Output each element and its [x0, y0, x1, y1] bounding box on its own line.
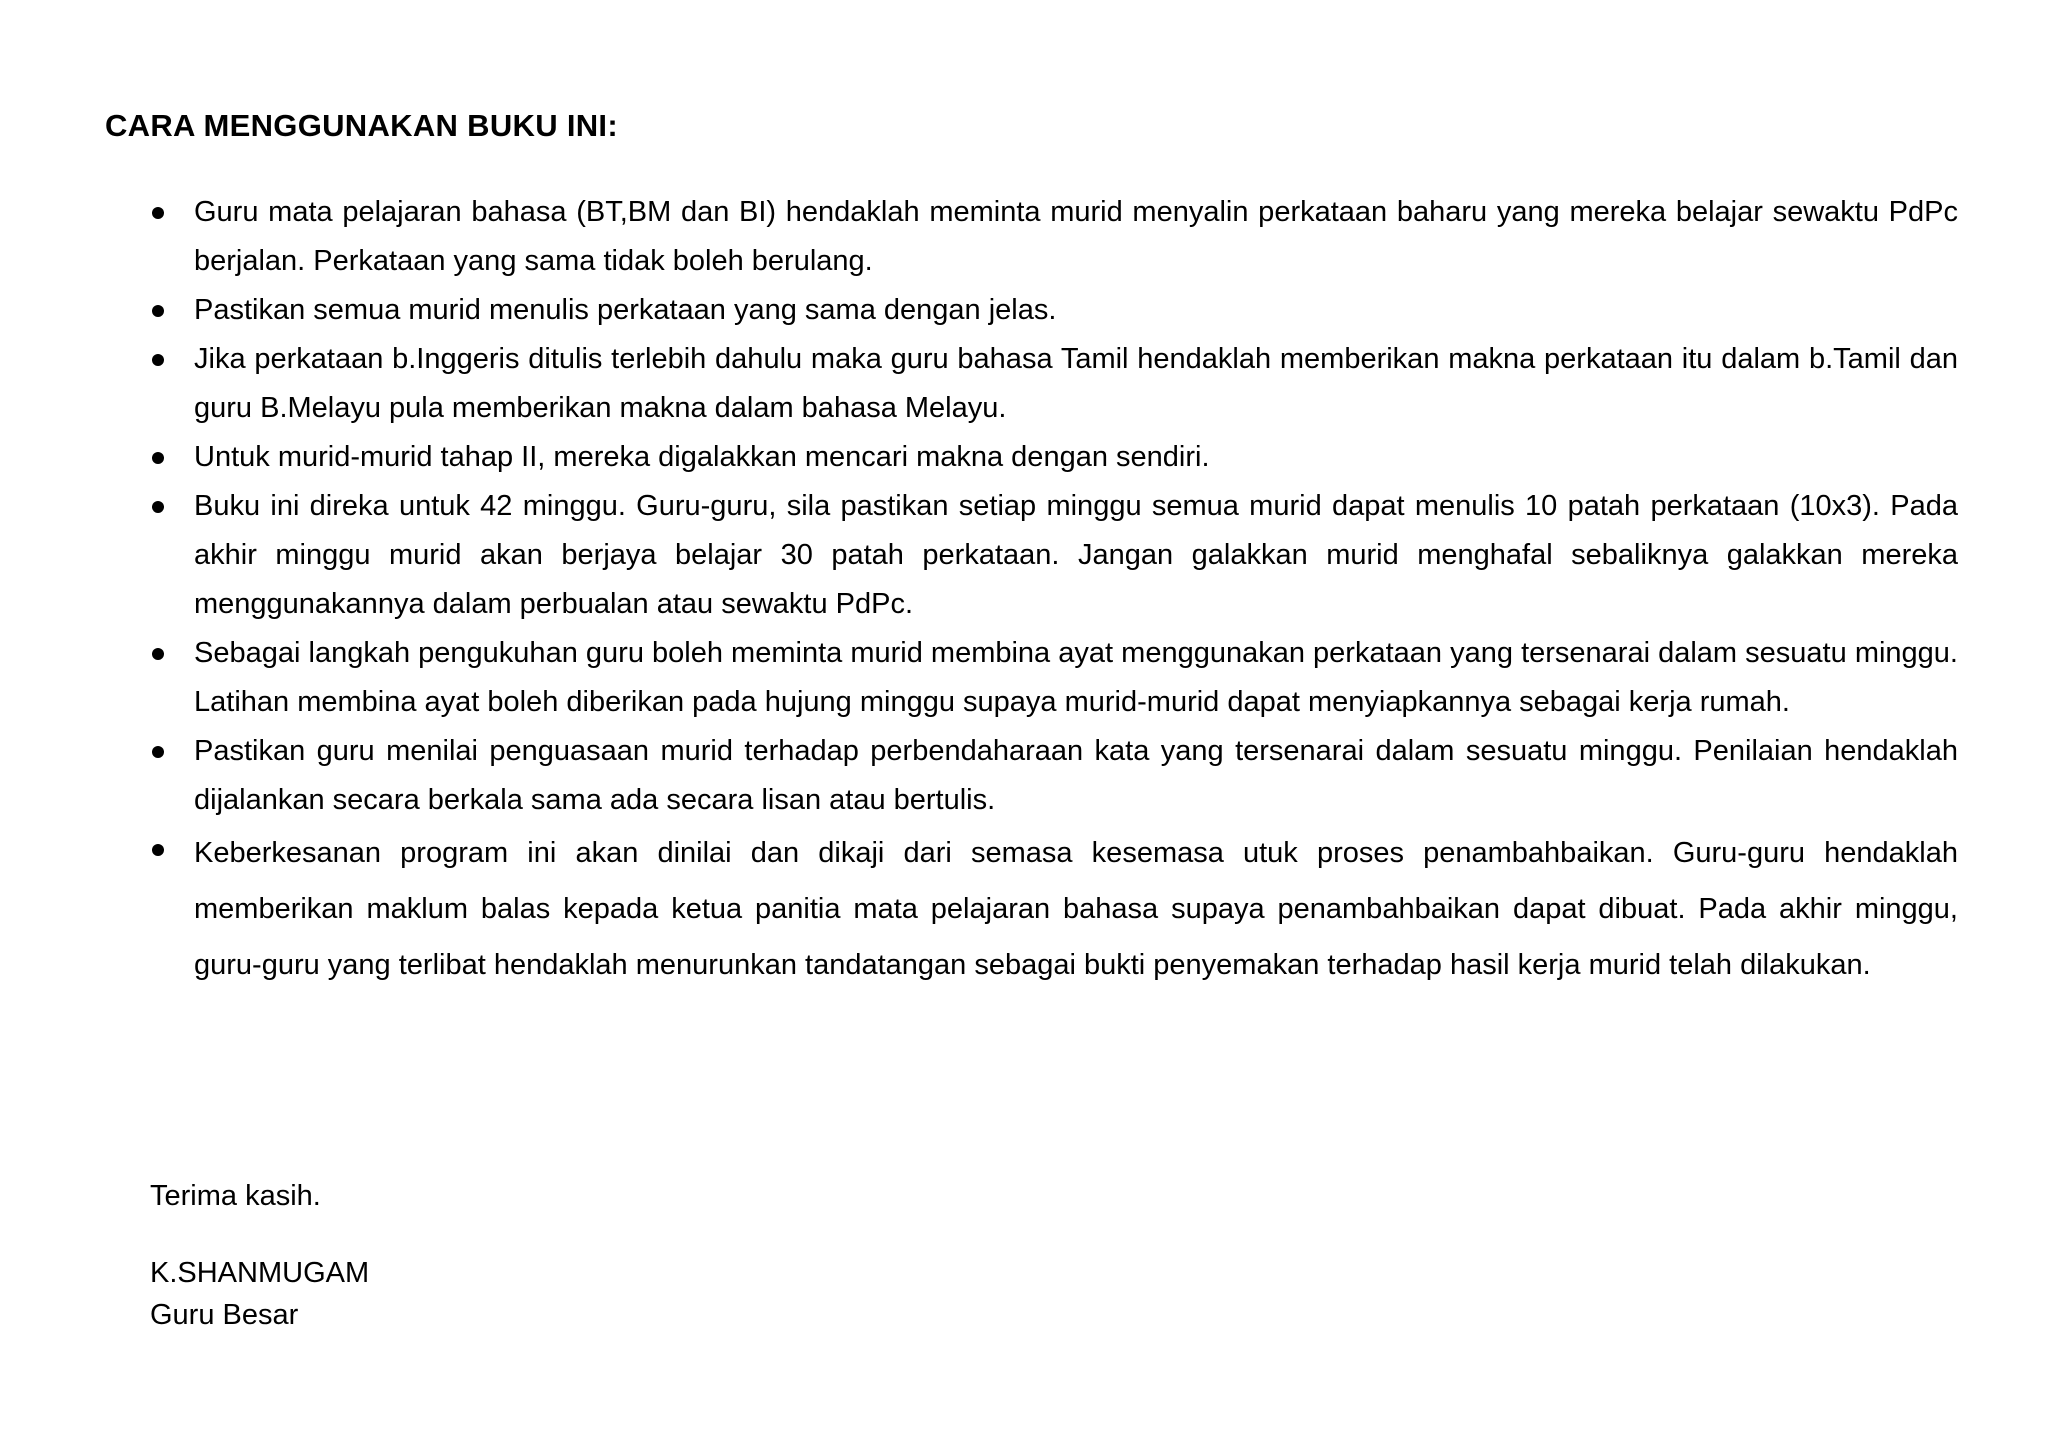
list-item [148, 188, 1958, 286]
list-item-text: Untuk murid-murid tahap II, mereka digalakkan mencari makna dengan sendiri. [194, 441, 1210, 473]
bullet-icon [152, 452, 164, 464]
list-item [148, 482, 1958, 629]
list-item [148, 433, 1958, 482]
list-item [148, 825, 1958, 993]
list-item-text: Jika perkataan b.Inggeris ditulis terlebih dahulu maka guru bahasa Tamil hendaklah memberikan makna perkataan itu dalam b.Tamil dan guru B.Melayu pula memberikan makna dalam bahasa Melayu. [194, 343, 1958, 424]
instruction-list [148, 188, 1958, 993]
bullet-icon [152, 844, 164, 856]
signatory-position: Guru Besar [150, 1299, 299, 1331]
closing-text: Terima kasih. [150, 1180, 321, 1212]
list-item [148, 629, 1958, 727]
list-item-text: Buku ini direka untuk 42 minggu. Guru-guru, sila pastikan setiap minggu semua murid dapat menulis 10 patah perkataan (10x3). Pada akhir minggu murid akan berjaya belajar 30 patah perkataan. Jangan galakkan murid menghafal sebaliknya galakkan mereka menggunakannya dalam perbualan atau sewaktu PdPc. [194, 490, 1958, 620]
bullet-icon [152, 648, 164, 660]
list-item [148, 286, 1958, 335]
bullet-icon [152, 354, 164, 366]
page-title: CARA MENGGUNAKAN BUKU INI: [105, 108, 618, 143]
bullet-icon [152, 746, 164, 758]
list-item-text: Keberkesanan program ini akan dinilai dan dikaji dari semasa kesemasa utuk proses penambahbaikan. Guru-guru hendaklah memberikan maklum balas kepada ketua panitia mata pelajaran bahasa supaya penambahbaikan dapat dibuat. Pada akhir minggu, guru-guru yang terlibat hendaklah menurunkan tandatangan sebagai bukti penyemakan terhadap hasil kerja murid telah dilakukan. [194, 837, 1958, 981]
list-item-text: Pastikan guru menilai penguasaan murid terhadap perbendaharaan kata yang tersenarai dalam sesuatu minggu. Penilaian hendaklah dijalankan secara berkala sama ada secara lisan atau bertulis. [194, 735, 1958, 816]
list-item-text: Sebagai langkah pengukuhan guru boleh meminta murid membina ayat menggunakan perkataan yang tersenarai dalam sesuatu minggu. Latihan membina ayat boleh diberikan pada hujung minggu supaya murid-murid dapat menyiapkannya sebagai kerja rumah. [194, 637, 1958, 718]
bullet-icon [152, 501, 164, 513]
list-item [148, 335, 1958, 433]
bullet-icon [152, 305, 164, 317]
signature-block [150, 1252, 369, 1336]
list-item-text: Pastikan semua murid menulis perkataan yang sama dengan jelas. [194, 294, 1057, 326]
signatory-name: K.SHANMUGAM [150, 1257, 370, 1289]
list-item-text: Guru mata pelajaran bahasa (BT,BM dan BI) hendaklah meminta murid menyalin perkataan baharu yang mereka belajar sewaktu PdPc berjalan. Perkataan yang sama tidak boleh berulang. [194, 196, 1958, 277]
list-item [148, 727, 1958, 825]
bullet-icon [152, 207, 164, 219]
